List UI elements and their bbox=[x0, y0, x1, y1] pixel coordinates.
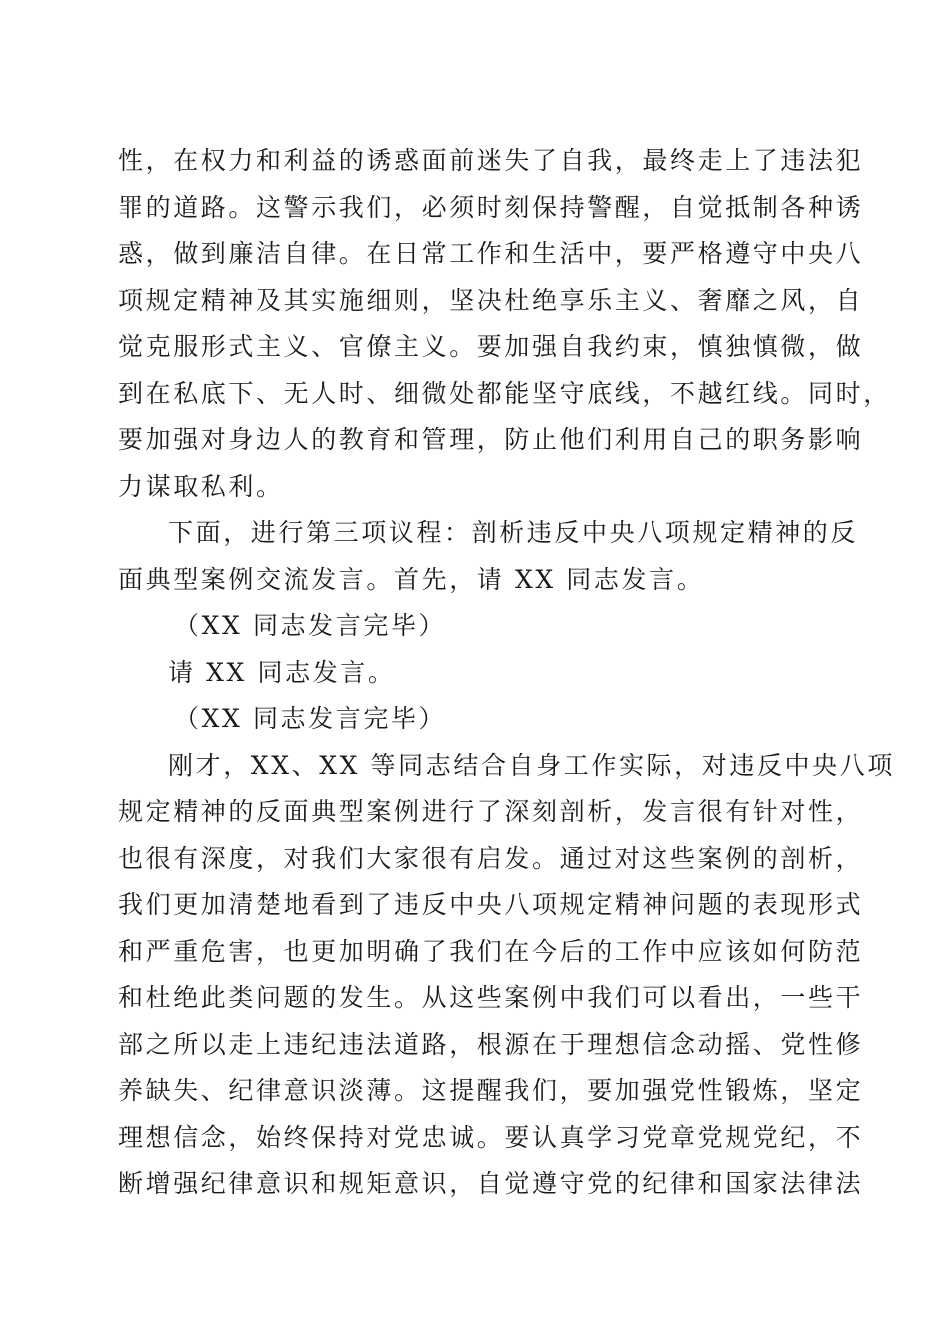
paragraph-start-line: 请 XX 同志发言。 bbox=[168, 657, 396, 687]
text-line: 面典型案例交流发言。首先，请 XX 同志发言。 bbox=[118, 564, 705, 594]
text-line: 规定精神的反面典型案例进行了深刻剖析，发言很有针对性， bbox=[118, 797, 864, 826]
text-line: 性，在权力和利益的诱惑面前迷失了自我，最终走上了违法犯 bbox=[118, 146, 864, 175]
text-line: 觉克服形式主义、官僚主义。要加强自我约束，慎独慎微，做 bbox=[118, 332, 864, 361]
text-line: 我们更加清楚地看到了违反中央八项规定精神问题的表现形式 bbox=[118, 890, 864, 919]
text-line: 要加强对身边人的教育和管理，防止他们利用自己的职务影响 bbox=[118, 425, 864, 454]
text-line: 项规定精神及其实施细则，坚决杜绝享乐主义、奢靡之风，自 bbox=[118, 285, 864, 315]
text-line: 和严重危害，也更加明确了我们在今后的工作中应该如何防范 bbox=[118, 936, 864, 966]
text-line: 理想信念，始终保持对党忠诚。要认真学习党章党规党纪，不 bbox=[118, 1122, 864, 1152]
speech-note: （XX 同志发言完毕） bbox=[174, 704, 447, 733]
text-line: 到在私底下、无人时、细微处都能坚守底线，不越红线。同时， bbox=[118, 378, 891, 408]
text-line: 也很有深度，对我们大家很有启发。通过对这些案例的剖析， bbox=[118, 843, 864, 873]
text-line: 力谋取私利。 bbox=[118, 471, 284, 501]
text-line: 惑，做到廉洁自律。在日常工作和生活中，要严格遵守中央八 bbox=[118, 239, 864, 268]
body-text bbox=[118, 138, 895, 1208]
text-line: 断增强纪律意识和规矩意识，自觉遵守党的纪律和国家法律法 bbox=[118, 1169, 864, 1198]
text-line: 养缺失、纪律意识淡薄。这提醒我们，要加强党性锻炼，坚定 bbox=[118, 1076, 864, 1105]
text-line: 部之所以走上违纪违法道路，根源在于理想信念动摇、党性修 bbox=[118, 1029, 864, 1059]
speech-note: （XX 同志发言完毕） bbox=[174, 611, 447, 640]
paragraph-start-line: 刚才，XX、XX 等同志结合自身工作实际，对违反中央八项 bbox=[168, 750, 895, 780]
text-line: 和杜绝此类问题的发生。从这些案例中我们可以看出，一些干 bbox=[118, 983, 864, 1012]
text-line: 罪的道路。这警示我们，必须时刻保持警醒，自觉抵制各种诱 bbox=[118, 192, 864, 222]
paragraph-start-line: 下面，进行第三项议程：剖析违反中央八项规定精神的反 bbox=[168, 518, 859, 547]
